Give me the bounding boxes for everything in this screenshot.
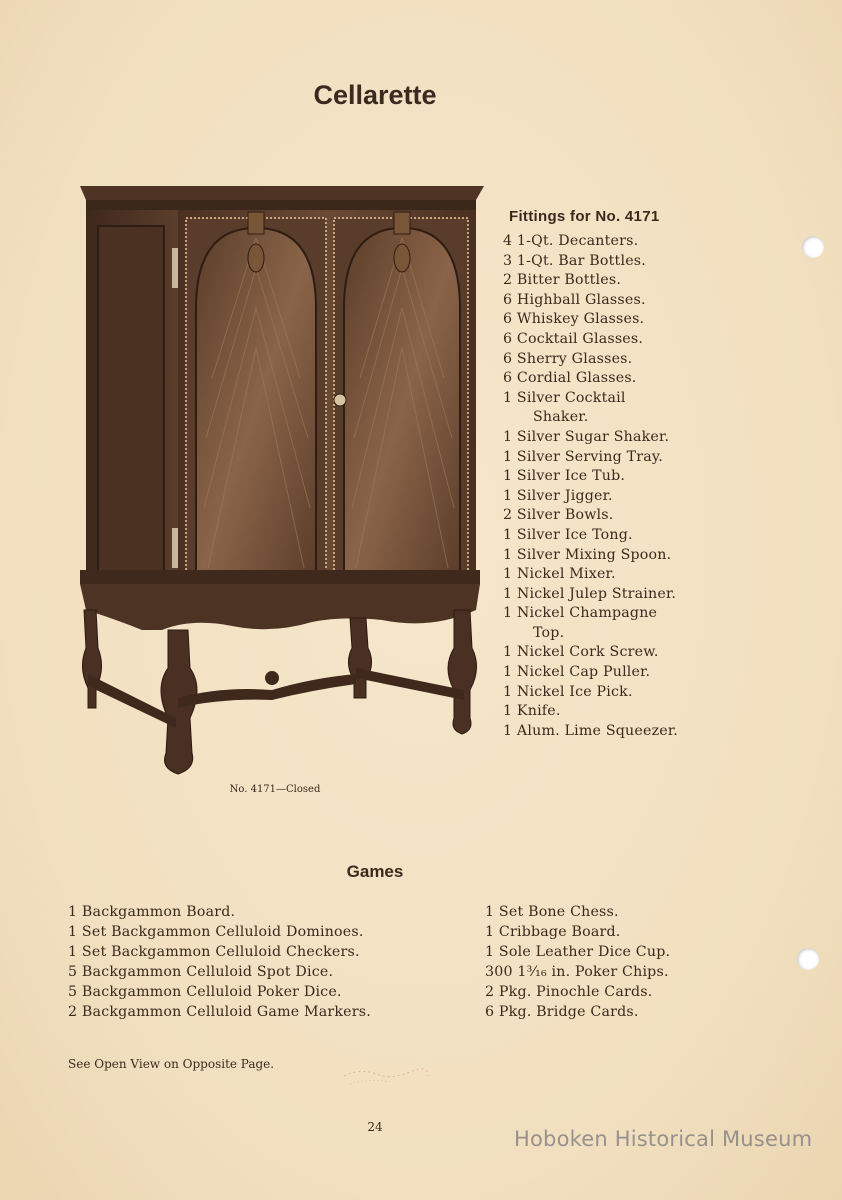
fitting-item: 1 Silver Sugar Shaker. [503,428,670,445]
fittings-heading: Fittings for No. 4171 [509,208,660,225]
fitting-item: 1 Silver Jigger. [503,487,613,504]
museum-watermark: Hoboken Historical Museum [514,1127,813,1151]
games-list-right [485,902,670,1022]
fitting-item: 1 Silver Mixing Spoon. [503,546,672,563]
game-item: 5 Backgammon Celluloid Poker Dice. [68,984,342,1000]
game-item: 1 Set Bone Chess. [485,904,619,920]
binder-hole [802,236,824,258]
fitting-item: 2 Silver Bowls. [503,507,614,524]
game-item: 6 Pkg. Bridge Cards. [485,1004,639,1020]
fitting-item: 1 Nickel Ice Pick. [503,683,633,700]
illustration-caption: No. 4171—Closed [229,784,321,795]
page-title: Cellarette [313,80,437,110]
fitting-item: Top. [533,624,565,641]
fitting-item: 1 Silver Ice Tong. [503,526,633,543]
fitting-item: Shaker. [533,409,589,426]
game-item: 1 Backgammon Board. [68,904,236,920]
fitting-item: 2 Bitter Bottles. [503,272,622,289]
fitting-item: 6 Whiskey Glasses. [503,311,645,328]
fitting-item: 1 Silver Serving Tray. [503,448,663,465]
games-list-left [68,902,371,1022]
cellarette-cabinet-illustration [72,178,492,782]
binder-hole [797,948,819,970]
opposite-page-note: See Open View on Opposite Page. [68,1057,275,1071]
game-item: 2 Backgammon Celluloid Game Markers. [68,1004,371,1020]
fitting-item: 1 Knife. [503,703,561,720]
fitting-item: 4 1-Qt. Decanters. [503,233,639,249]
game-item: 5 Backgammon Celluloid Spot Dice. [68,964,334,980]
fitting-item: 1 Silver Cocktail [503,389,626,406]
game-item: 1 Cribbage Board. [485,924,621,940]
fitting-item: 6 Sherry Glasses. [503,350,633,367]
fitting-item: 1 Silver Ice Tub. [503,468,626,485]
fitting-item: 6 Cordial Glasses. [503,370,637,387]
game-item: 1 Set Backgammon Celluloid Checkers. [68,944,360,960]
fitting-item: 1 Nickel Mixer. [503,566,616,583]
fitting-item: 1 Nickel Cork Screw. [503,644,659,661]
fitting-item: 3 1-Qt. Bar Bottles. [503,252,646,269]
fitting-item: 6 Cocktail Glasses. [503,330,644,347]
fitting-item: 1 Nickel Julep Strainer. [503,585,677,602]
fitting-item: 1 Alum. Lime Squeezer. [503,722,678,739]
fittings-list [503,232,678,741]
game-item: 1 Sole Leather Dice Cup. [485,944,671,960]
game-item: 1 Set Backgammon Celluloid Dominoes. [68,924,364,940]
fitting-item: 6 Highball Glasses. [503,291,646,308]
fitting-item: 1 Nickel Champagne [503,605,658,622]
game-item: 2 Pkg. Pinochle Cards. [485,984,653,1000]
game-item: 300 1³⁄₁₆ in. Poker Chips. [485,964,669,980]
fitting-item: 1 Nickel Cap Puller. [503,664,651,681]
page-number: 24 [367,1120,383,1134]
faint-ink-stamp [340,1062,430,1088]
games-heading: Games [346,862,404,881]
